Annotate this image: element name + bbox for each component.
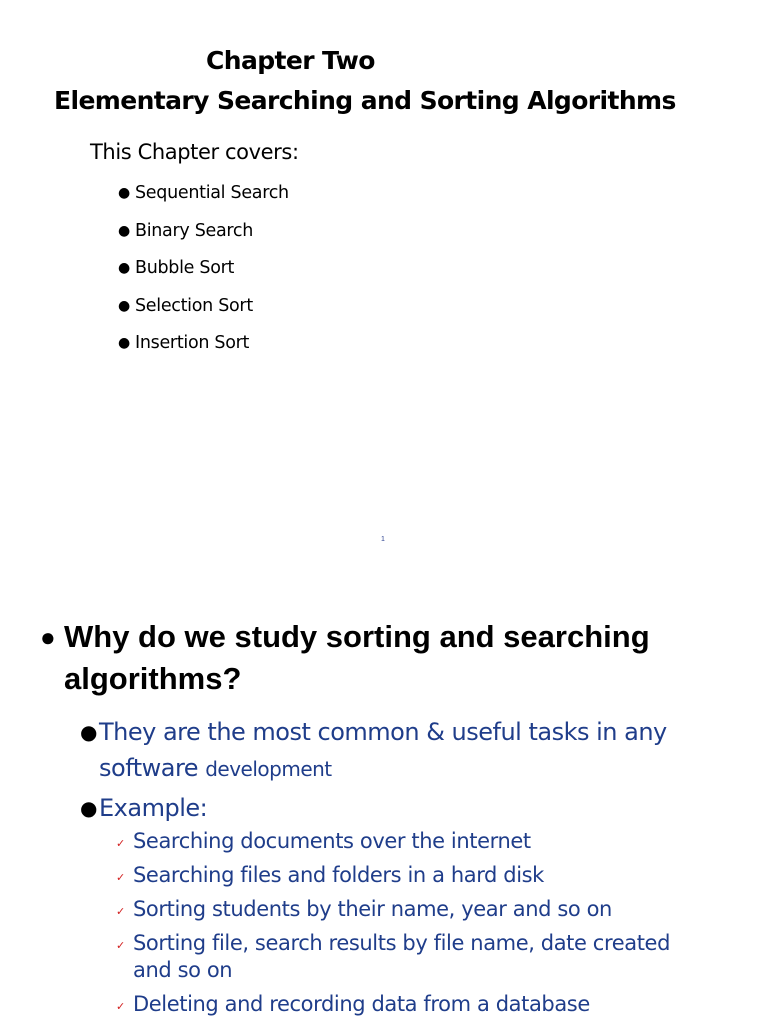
- bullet-dot-icon: ●: [118, 297, 130, 314]
- topic-label: Bubble Sort: [135, 258, 235, 278]
- point-text-small: development: [205, 757, 332, 781]
- slide-why-study: [0, 560, 768, 1024]
- bullet-dot-icon: ●: [118, 260, 130, 276]
- example-text: Deleting and recording data from a database: [133, 992, 590, 1016]
- list-item: [116, 862, 676, 889]
- example-text: Sorting students by their name, year and so on: [133, 897, 612, 921]
- list-item: [118, 178, 289, 216]
- point-text: [80, 714, 680, 787]
- example-text: Sorting file, search results by file name, date created and so on: [133, 931, 671, 982]
- point-example: [80, 790, 680, 826]
- example-text: Searching documents over the internet: [133, 829, 531, 853]
- list-item: [116, 991, 676, 1018]
- check-mark-icon: ✓: [116, 837, 125, 850]
- bullet-dot-icon: ●: [80, 796, 97, 820]
- example-text: Searching files and folders in a hard disk: [133, 863, 544, 887]
- point-text: Example:: [99, 794, 208, 822]
- chapter-intro: This Chapter covers:: [90, 140, 299, 164]
- chapter-title-line2: Elementary Searching and Sorting Algorithms: [54, 86, 676, 115]
- bullet-dot-icon: ●: [80, 720, 97, 744]
- list-item: [118, 328, 289, 366]
- heading-text: Why do we study sorting and searching algorithms?: [64, 619, 650, 696]
- check-mark-icon: ✓: [116, 871, 125, 884]
- example-list: [116, 828, 676, 1025]
- bullet-dot-icon: ●: [118, 222, 130, 239]
- bullet-dot-icon: ●: [118, 335, 130, 351]
- list-item: [116, 930, 676, 984]
- check-mark-icon: ✓: [116, 1000, 125, 1013]
- list-item: [116, 896, 676, 923]
- bullet-dot-icon: ●: [40, 622, 56, 652]
- point-text-main: They are the most common & useful tasks in any software: [99, 718, 667, 782]
- check-mark-icon: ✓: [116, 939, 125, 952]
- chapter-title-line1: Chapter Two: [206, 46, 375, 75]
- list-item: [118, 253, 289, 291]
- topic-label: Selection Sort: [135, 295, 253, 316]
- list-item: [116, 828, 676, 855]
- list-item: [118, 216, 289, 254]
- check-mark-icon: ✓: [116, 905, 125, 918]
- bullet-dot-icon: ●: [118, 185, 130, 201]
- topic-label: Sequential Search: [135, 183, 289, 203]
- page-number: 1: [381, 536, 385, 543]
- list-item: [118, 291, 289, 329]
- topic-label: Binary Search: [135, 220, 254, 241]
- point-common-tasks: [80, 714, 680, 787]
- topic-list: [118, 178, 289, 366]
- slide-heading: [40, 616, 680, 700]
- topic-label: Insertion Sort: [135, 333, 250, 353]
